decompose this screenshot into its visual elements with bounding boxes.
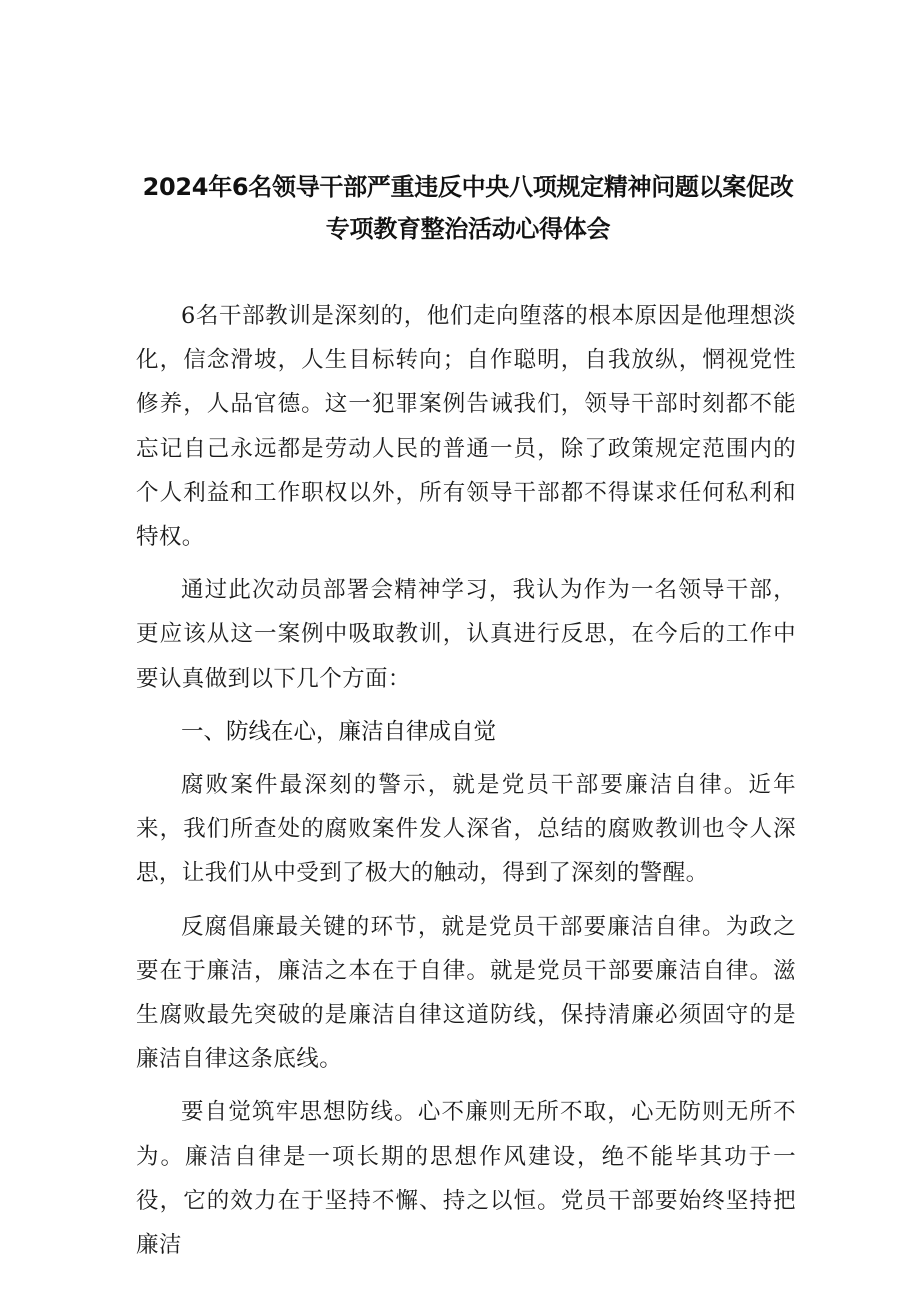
document-title: 2024年6名领导干部严重违反中央八项规定精神问题以案促改专项教育整治活动心得体会 (142, 173, 794, 243)
body-paragraph: 6名干部教训是深刻的，他们走向堕落的根本原因是他理想淡化，信念滑坡，人生目标转向；自作聪明，自我放纵，惘视党性修养，人品官德。这一犯罪案例告诫我们，领导干部时刻都不能忘记自己永远都是劳动人民的普通一员，除了政策规定范围内的个人利益和工作职权以外，所有领导干部都不得谋求任何私利和特权。 (136, 303, 796, 551)
body-paragraph: 要自觉筑牢思想防线。心不廉则无所不取，心无防则无所不为。廉洁自律是一项长期的思想作风建设，绝不能毕其功于一役，它的效力在于坚持不懈、持之以恒。党员干部要始终坚持把廉洁 (136, 1099, 796, 1259)
body-paragraph: 通过此次动员部署会精神学习，我认为作为一名领导干部，更应该从这一案例中吸取教训，认真进行反思，在今后的工作中要认真做到以下几个方面： (136, 577, 796, 692)
section-heading: 一、防线在心，廉洁自律成自觉 (181, 718, 497, 745)
body-paragraph: 腐败案件最深刻的警示，就是党员干部要廉洁自律。近年来，我们所查处的腐败案件发人深省，总结的腐败教训也令人深思，让我们从中受到了极大的触动，得到了深刻的警醒。 (136, 772, 796, 887)
document-body (136, 294, 796, 1276)
body-paragraph: 反腐倡廉最关键的环节，就是党员干部要廉洁自律。为政之要在于廉洁，廉洁之本在于自律。就是党员干部要廉洁自律。滋生腐败最先突破的是廉洁自律这道防线，保持清廉必须固守的是廉洁自律这条底线。 (136, 913, 796, 1073)
